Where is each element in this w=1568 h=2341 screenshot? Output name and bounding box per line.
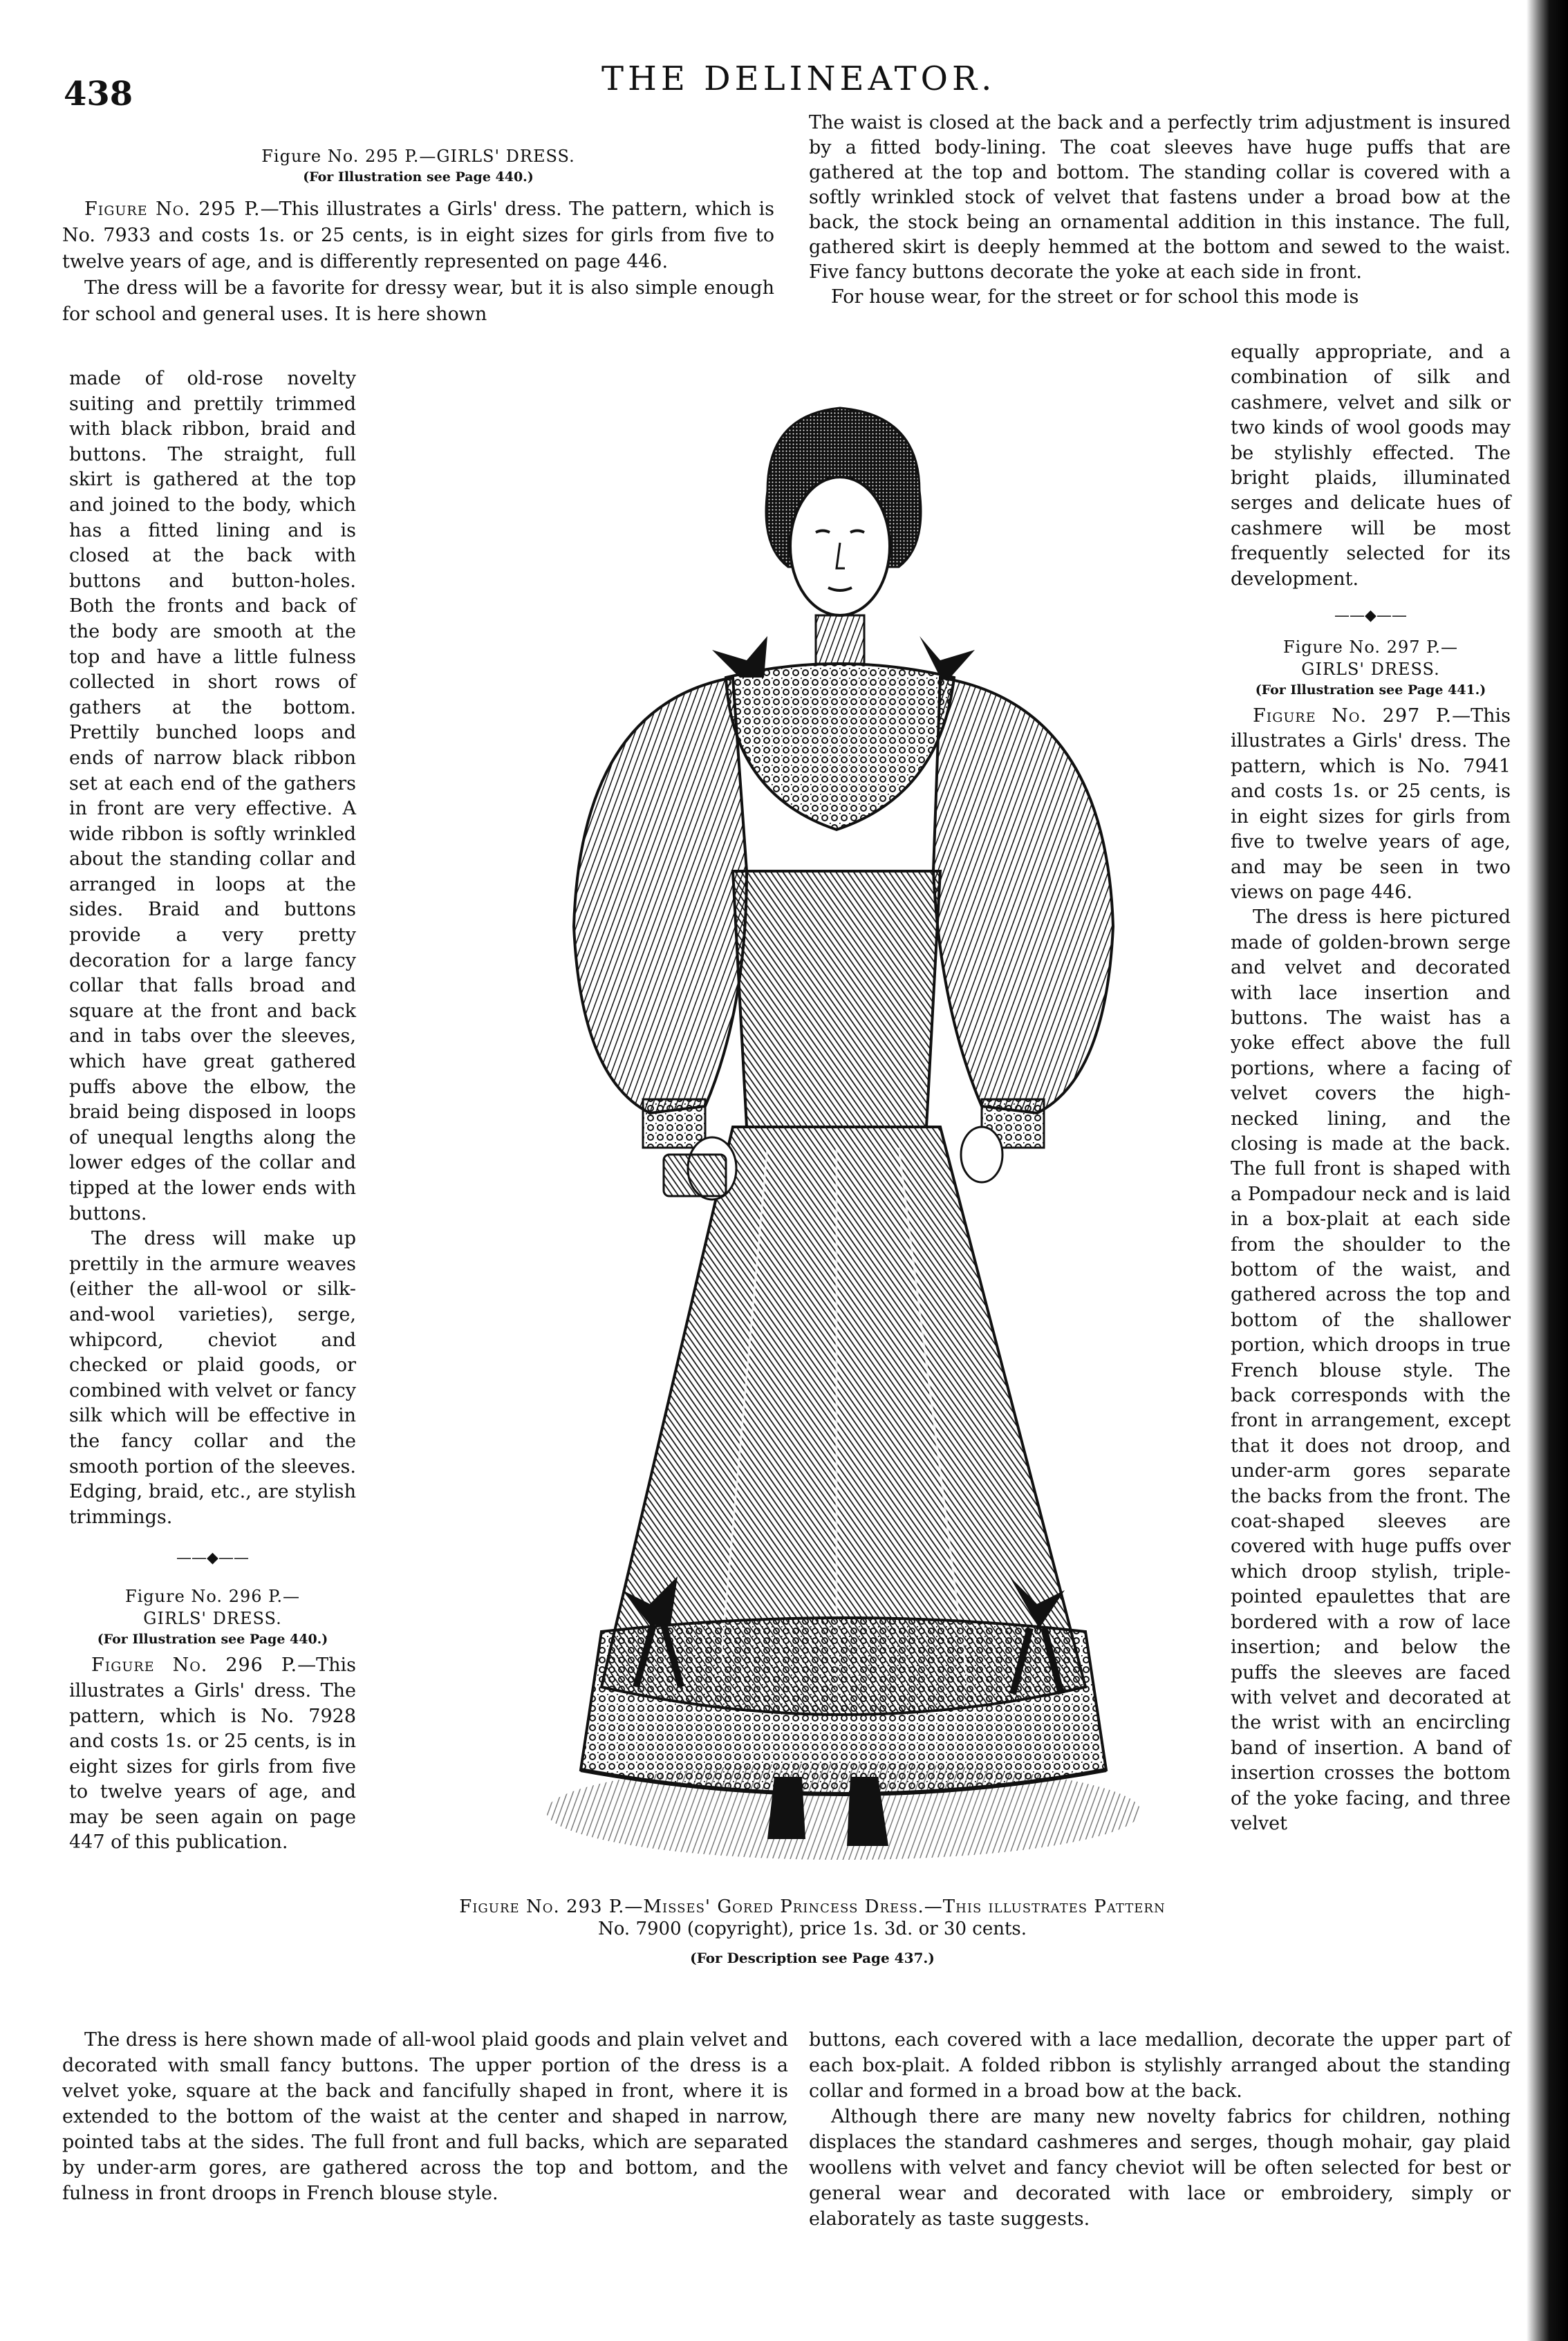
princess-dress-illustration [442, 387, 1244, 1901]
purse-icon [664, 1155, 726, 1196]
fig295-paragraph-2b: made of old-rose novelty suiting and prettily trimmed with black ribbon, braid and buttons. The straight, full skirt is gathered at the top and joined to the body, which has a fitted lining and is closed at the back with buttons and button-holes. Both the fronts and back of the body are smooth at the top and have a little fulness collected in short rows of gathers at the bottom. Prettily bunched loops and ends of narrow black ribbon set at each end of the gathers in front are very effective. A wide ribbon is softly wrinkled about the standing collar and arranged in loops at the sides. Braid and buttons provide a very pretty decoration for a large fancy collar that falls broad and square at the front and back and in tabs over the sleeves, which have great gathered puffs above the elbow, the braid being disposed in loops of unequal lengths along the lower edges of the collar and tipped at the lower ends with buttons. [69, 368, 356, 1224]
fig295-narrow-column [69, 366, 356, 1856]
right-bottom-block [809, 2027, 1511, 2232]
right-top-paragraph-2a: For house wear, for the street or for school this mode is [831, 286, 1359, 308]
shoulder-bow-left-icon [712, 636, 767, 678]
fig296-paragraph-2: The dress is here shown made of all-wool plaid goods and plain velvet and decorated with small fancy buttons. The upper portion of the dress is a velvet yoke, square at the back and fancifully shaped in front, where it is extended to the bottom of the waist at the center and shaped in narrow, pointed tabs at the sides. The full front and full backs, which are separated by under-arm gores, are gathered across the top and bottom, and the fulness in front droops in French blouse style. [62, 2029, 788, 2204]
scan-edge-shadow [1527, 0, 1568, 2341]
right-top-paragraph-1: The waist is closed at the back and a perfectly trim adjustment is insured by a fitted body-lining. The coat sleeves have huge puffs that are gathered at the top and bottom. The standing collar is covered with a softly wrinkled stock of velvet that fastens under a broad bow at the back, the stock being an ornamental addition in this instance. The full, gathered skirt is deeply hemmed at the bottom and sewed to the waist. Five fancy buttons decorate the yoke at each side in front. [809, 112, 1511, 283]
fig295-heading: Figure No. 295 P.—GIRLS' DRESS. [261, 147, 575, 166]
right-narrow-column [1231, 340, 1511, 1836]
fig295-p1-text: —This illustrates a Girls' dress. The pattern, which is No. 7933 and costs 1s. or 25 cents, is in eight sizes for girls from five to twelve years of age, and is differently represented on page 446. [62, 198, 775, 272]
fig297-lead: Figure No. 297 P. [1253, 705, 1453, 727]
figure-caption [387, 1896, 1238, 1969]
dress-bodice [733, 871, 940, 1127]
section-ornament-2: ——◆—— [1334, 607, 1407, 625]
page-title: THE DELINEATOR. [601, 59, 996, 98]
fig295-paragraph-2a: The dress will be a favorite for dressy wear, but it is also simple enough for school and general uses. It is here shown [62, 277, 774, 325]
fig296-p1-text: —This illustrates a Girls' dress. The pattern, which is No. 7928 and costs 1s. or 25 cents, is in eight sizes for girls from five to twelve years of age, and may be seen again on page 447 of this publication. [69, 1654, 356, 1854]
fig296-ref: (For Illustration see Page 440.) [97, 1632, 328, 1648]
fig296-heading-1: Figure No. 296 P.— [124, 1587, 301, 1607]
sleeve-right [933, 678, 1113, 1148]
sleeve-left [574, 678, 747, 1148]
standing-collar [816, 615, 864, 664]
fig296-heading-2: GIRLS' DRESS. [143, 1609, 282, 1629]
fig295-paragraph-1 [62, 196, 774, 275]
lace-collar [726, 664, 954, 830]
right-top-paragraph-2b: equally appropriate, and a combination of silk and cashmere, velvet and silk or two kinds of wool goods may be stylishly effected. The bright plaids, illuminated serges and delicate hues of cashmere will be most frequently selected for its development. [1231, 342, 1511, 590]
fig297-paragraph-3: Although there are many new novelty fabrics for children, nothing displaces the standard cashmeres and serges, though mohair, gay plaid woollens with velvet and fancy cheviot will be often selected for best or general wear and decorated with lace or embroidery, simply or elaborately as taste suggests. [809, 2106, 1511, 2230]
fig297-p1-text: —This illustrates a Girls' dress. The pattern, which is No. 7941 and costs 1s. or 25 cents, is in eight sizes for girls from five to twelve years of age, and may be seen in two views on page 446. [1231, 705, 1511, 903]
fig297-heading-1: Figure No. 297 P.— [1282, 637, 1459, 657]
right-top-block [809, 111, 1511, 310]
fig296-paragraph-1 [69, 1653, 356, 1856]
fig297-heading-2: GIRLS' DRESS. [1301, 660, 1440, 680]
fig297-paragraph-2-cont: buttons, each covered with a lace medallion, decorate the upper part of each box-plait. A folded ribbon is stylishly arranged about the standing collar and formed in a broad bow at the back. [809, 2029, 1511, 2102]
section-ornament: ——◆—— [176, 1549, 249, 1567]
fig296-lead: Figure No. 296 P. [91, 1654, 298, 1677]
figure-head [766, 408, 921, 615]
page-number: 438 [64, 75, 133, 113]
caption-ref: (For Description see Page 437.) [690, 1950, 935, 1966]
caption-line-2: No. 7900 (copyright), price 1s. 3d. or 30 cents. [597, 1919, 1027, 1939]
fig295-lead: Figure No. 295 P. [84, 198, 261, 220]
hand-right [961, 1127, 1002, 1182]
fig295-paragraph-3: The dress will make up prettily in the armure weaves (either the all-wool or silk-and-wool varieties), serge, whipcord, cheviot and checked or plaid goods, or combined with velvet or fancy silk which will be effective in the fancy collar and the smooth portion of the sleeves. Edging, braid, etc., are stylish trimmings. [69, 1228, 356, 1528]
fig297-ref: (For Illustration see Page 441.) [1255, 682, 1486, 698]
fig295-block [62, 145, 774, 328]
fig297-paragraph-1 [1231, 704, 1511, 905]
fig297-paragraph-2: The dress is here pictured made of golden-brown serge and velvet and decorated with lace insertion and buttons. The waist has a yoke effect above the full portions, where a facing of velvet covers the high-necked lining, and the closing is made at the back. The full front is shaped with a Pompadour neck and is laid in a box-plait at each side from the shoulder to the bottom of the waist, and gathered across the top and bottom of the shallower portion, which droops in true French blouse style. The back corresponds with the front in arrangement, except that it does not droop, and under-arm gores separate the backs from the front. The coat-shaped sleeves are covered with huge puffs over which droop stylish, triple-pointed epaulettes that are bordered with a row of lace insertion; and below the puffs the sleeves are faced with velvet and decorated at the wrist with an encircling band of insertion. A band of insertion crosses the bottom of the yoke facing, and three velvet [1231, 906, 1511, 1834]
caption-line-1: Figure No. 293 P.—Misses' Gored Princess Dress.—This illustrates Pattern [459, 1896, 1166, 1917]
fig296-bottom-block [62, 2027, 788, 2206]
fig295-ref: (For Illustration see Page 440.) [303, 169, 534, 185]
